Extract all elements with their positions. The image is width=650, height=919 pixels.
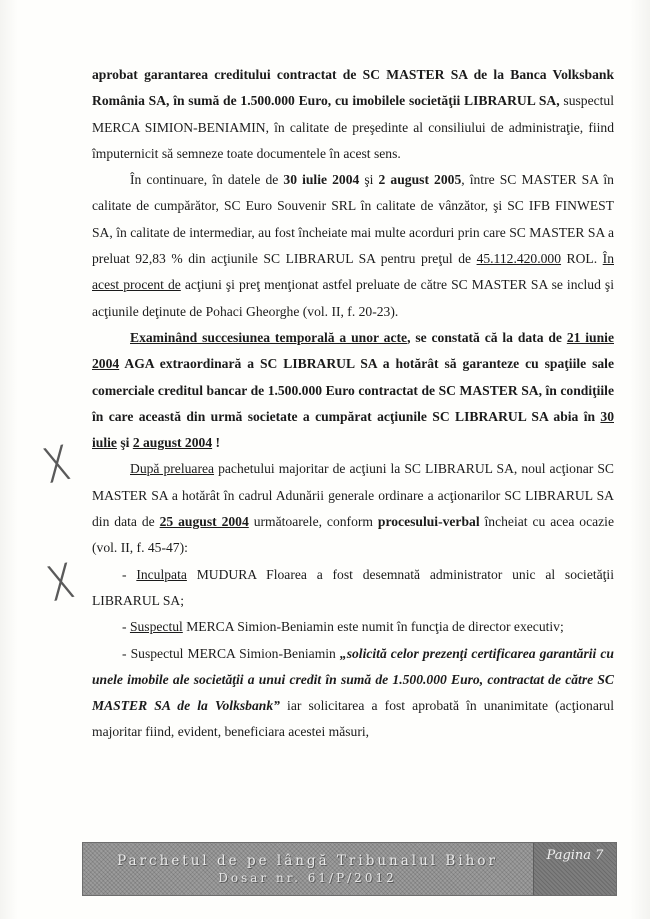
date-text: 2 august 2005 — [378, 172, 462, 188]
text-run: următoarele, conform — [248, 514, 378, 530]
handwritten-x-mark: ╳ — [48, 563, 74, 602]
text-run: pachetului majoritar de acţiuni la SC LIBRARUL SA, noul acţionar SC MASTER SA a hotărât în cadrul Adunării generale ordinare a acţionarilor SC LIBRARUL SA din data de — [92, 461, 614, 530]
text-run: În continuare, în datele de — [130, 172, 284, 188]
paragraph-guarantee-approval — [92, 62, 614, 167]
underlined-text: Suspectul — [129, 619, 183, 635]
date-text: 30 iulie 2004 — [283, 172, 360, 188]
footer-text-block — [89, 848, 526, 890]
page-number: Pagina 7 — [546, 848, 604, 863]
case-number: Dosar nr. 61/P/2012 — [218, 871, 397, 885]
list-item — [92, 641, 614, 746]
paragraph-shareholder-decision — [92, 456, 614, 561]
paragraph-temporal-analysis — [92, 325, 614, 456]
underlined-text: După preluarea — [130, 461, 215, 477]
handwritten-x-mark: ╳ — [44, 445, 70, 484]
text-run: încheiat cu acea ocazie (vol. II, f. 45-47): — [92, 514, 614, 556]
underlined-date: 21 iunie 2004 — [92, 329, 614, 372]
bold-text: ! — [212, 435, 221, 451]
page-number-box — [533, 843, 616, 895]
text-run: MUDURA Floarea a fost desemnată administrator unic al societăţii LIBRARUL SA; — [92, 566, 614, 608]
document-body — [92, 62, 614, 746]
paragraph-share-acquisition — [92, 167, 614, 325]
text-run: iar solicitarea a fost aprobată în unanimitate (acţionarul majoritar fiind, evident, beneficiara acestei măsuri, — [92, 698, 614, 740]
text-run: - — [122, 619, 130, 635]
list-item — [92, 562, 614, 615]
prosecutor-office-name: Parchetul de pe lângă Tribunalul Bihor — [117, 853, 498, 869]
bold-text: şi — [116, 435, 133, 451]
bold-text: , se constată că la data de — [407, 329, 567, 345]
list-item — [92, 614, 614, 640]
underlined-text: Inculpata — [136, 566, 187, 582]
text-run: suspectul MERCA SIMION-BENIAMIN, în calitate de preşedinte al consiliului de administraţie, fiind împuternicit să semneze toate documentele în acest sens. — [92, 93, 614, 161]
text-run: ROL. — [561, 251, 603, 267]
bold-text: procesului-verbal — [377, 514, 480, 530]
underlined-text: În acest procent de — [92, 251, 614, 293]
page-footer — [82, 842, 617, 896]
quoted-text: „solicită celor prezenţi certificarea garantării cu unele imobile ale societăţii a unui credit în sumă de 1.500.000 Euro, contractat de către SC MASTER SA de la Volksbank” — [92, 645, 614, 714]
text-run: , între SC MASTER SA în calitate de cumpărător, SC Euro Souvenir SRL în calitate de vânzător, şi SC IFB FINWEST SA, în calitate de intermediar, au fost încheiate mai multe acorduri prin care SC MASTER SA a preluat 92,83 % din acţiunile SC LIBRARUL SA pentru preţul de — [92, 172, 614, 267]
underlined-date: 2 august 2004 — [132, 435, 213, 451]
underlined-date: 30 iulie — [92, 408, 614, 451]
text-run: acţiuni şi preţ menţionat astfel preluate de către SC MASTER SA se includ şi acţiunile deţinute de Pohaci Gheorghe (vol. II, f. 20-23). — [92, 277, 614, 319]
underlined-amount: 45.112.420.000 — [476, 251, 562, 267]
text-run: şi — [359, 172, 379, 188]
text-run: - — [122, 566, 137, 582]
bold-text: aprobat garantarea creditului contractat de SC MASTER SA de la Banca Volksbank România SA, în sumă de 1.500.000 Euro, cu imobilele societăţii LIBRARUL SA, — [92, 67, 614, 109]
text-run: MERCA Simion-Beniamin este numit în funcţia de director executiv; — [182, 619, 564, 635]
text-run: - Suspectul MERCA Simion-Beniamin — [122, 645, 340, 661]
underlined-date: 25 august 2004 — [159, 514, 249, 530]
underlined-heading: Examinând succesiunea temporală a unor acte — [130, 329, 408, 345]
bold-text: AGA extraordinară a SC LIBRARUL SA a hotărât să garanteze cu spaţiile sale comerciale creditul bancar de 1.500.000 Euro contractat de SC MASTER SA, în condiţiile în care această din urmă societate a cumpărat acţiunile SC LIBRARUL SA abia în — [92, 356, 614, 424]
